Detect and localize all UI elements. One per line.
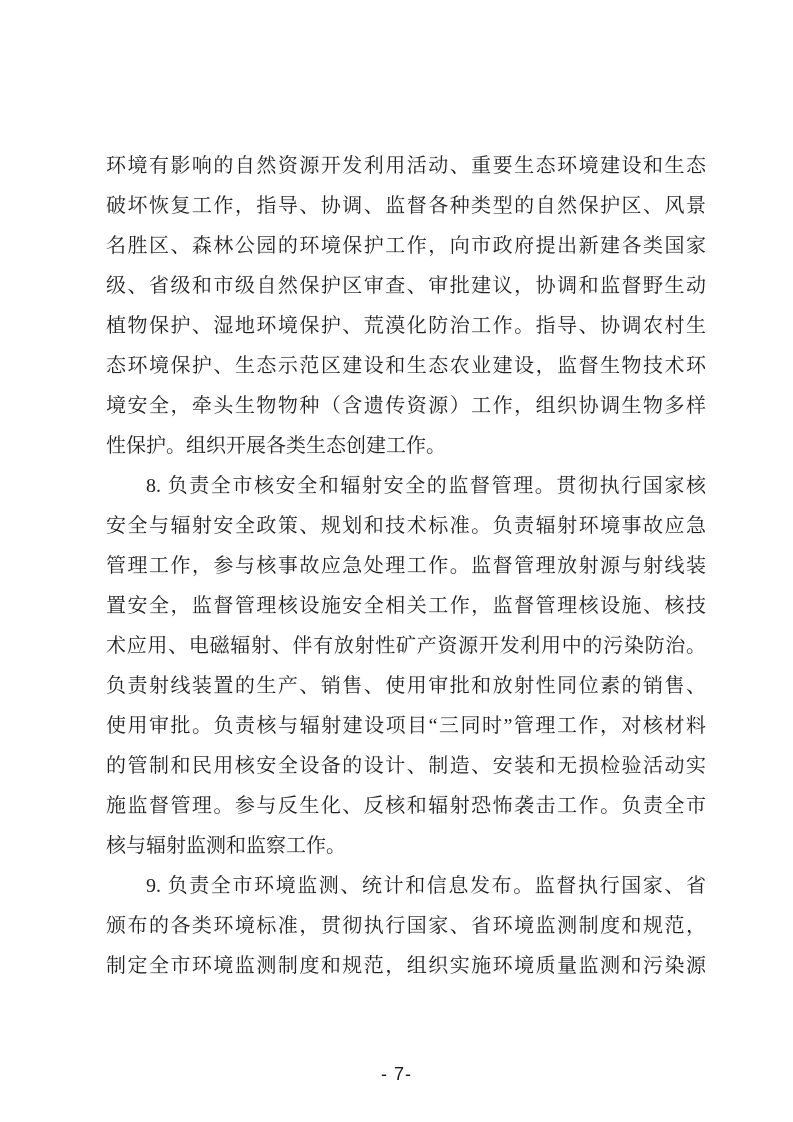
text-line: 制定全市环境监测制度和规范，组织实施环境质量监测和污染源 — [106, 955, 706, 977]
text-line: 级、省级和市级自然保护区审查、审批建议，协调和监督野生动 — [106, 275, 706, 297]
paragraph-item-7-continuation — [106, 146, 706, 466]
text-line: 破坏恢复工作，指导、协调、监督各种类型的自然保护区、风景 — [106, 195, 706, 217]
text-line: 态环境保护、生态示范区建设和生态农业建设，监督生物技术环 — [106, 355, 706, 377]
text-line: 性保护。组织开展各类生态创建工作。 — [106, 435, 446, 457]
text-line: 的管制和民用核安全设备的设计、制造、安装和无损检验活动实 — [106, 755, 706, 777]
text-line: 环境有影响的自然资源开发利用活动、重要生态环境建设和生态 — [106, 155, 706, 177]
text-line: 名胜区、森林公园的环境保护工作，向市政府提出新建各类国家 — [106, 235, 706, 257]
text-line: 施监督管理。参与反生化、反核和辐射恐怖袭击工作。负责全市 — [106, 795, 706, 817]
paragraph-item-9 — [106, 866, 706, 986]
text-line: 9. 负责全市环境监测、统计和信息发布。监督执行国家、省 — [146, 875, 706, 897]
text-line: 安全与辐射安全政策、规划和技术标准。负责辐射环境事故应急 — [106, 515, 706, 537]
text-line: 置安全，监督管理核设施安全相关工作，监督管理核设施、核技 — [106, 595, 706, 617]
text-line: 8. 负责全市核安全和辐射安全的监督管理。贯彻执行国家核 — [146, 475, 706, 497]
text-line: 境安全，牵头生物物种（含遗传资源）工作，组织协调生物多样 — [106, 395, 706, 417]
text-line: 负责射线装置的生产、销售、使用审批和放射性同位素的销售、 — [106, 675, 706, 697]
text-line: 颁布的各类环境标准，贯彻执行国家、省环境监测制度和规范， — [106, 915, 706, 937]
text-line: 术应用、电磁辐射、伴有放射性矿产资源开发利用中的污染防治。 — [106, 635, 706, 657]
paragraph-item-8 — [106, 466, 706, 866]
text-line: 核与辐射监测和监察工作。 — [106, 835, 346, 857]
document-body — [106, 146, 706, 986]
text-line: 植物保护、湿地环境保护、荒漠化防治工作。指导、协调农村生 — [106, 315, 706, 337]
text-line: 使用审批。负责核与辐射建设项目“三同时”管理工作，对核材料 — [106, 715, 706, 737]
page-number: - 7- — [381, 1064, 412, 1084]
text-line: 管理工作，参与核事故应急处理工作。监督管理放射源与射线装 — [106, 555, 706, 577]
